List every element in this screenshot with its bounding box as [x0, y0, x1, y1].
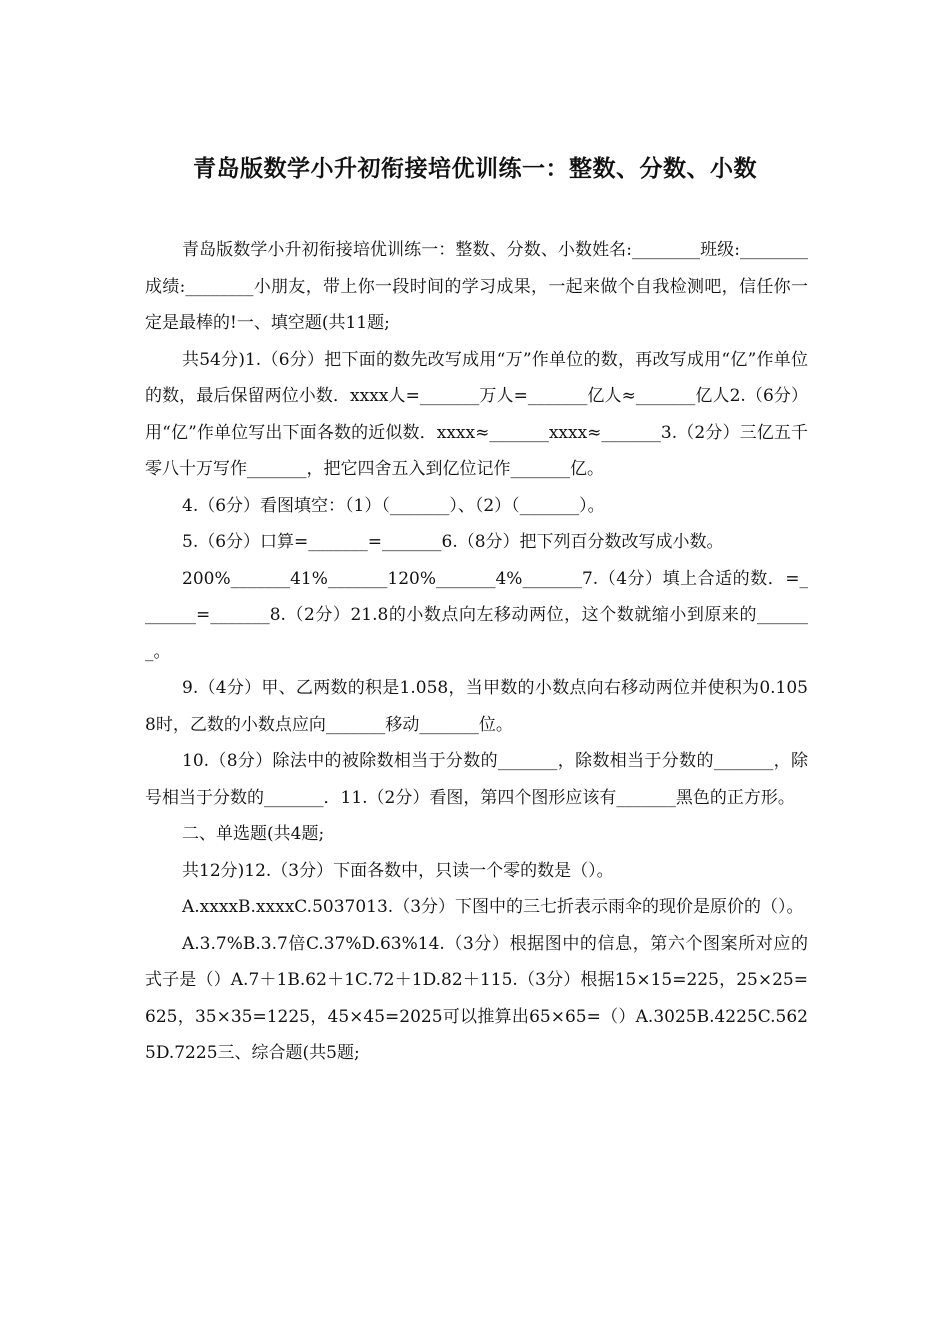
section-heading-single-choice: 二、单选题(共4题;	[182, 824, 325, 844]
paragraph-question-4: 4.（6分）看图填空：（1）（_______）、（2）（_______）。	[182, 495, 605, 516]
paragraph-questions-6-8: 200%_______41%_______120%_______4%_______7.（4分）填上合适的数．=_______=_______8.（2分）21.8的小数点向左移动两位，这个数就缩小到原来的_______。	[145, 568, 808, 662]
paragraph-question-13: A.xxxxB.xxxxC.5037013.（3分）下图中的三七折表示雨伞的现价是原价的（）。	[182, 897, 804, 917]
paragraph-questions-10-11: 10.（8分）除法中的被除数相当于分数的_______，除数相当于分数的_______，除号相当于分数的_______．11.（2分）看图，第四个图形应该有_______黑色的正方形。	[145, 751, 808, 808]
paragraph-questions-5-6: 5.（6分）口算=_______=_______6.（8分）把下列百分数改写成小数。	[182, 532, 724, 552]
document-title: 青岛版数学小升初衔接培优训练一：整数、分数、小数	[193, 155, 757, 182]
paragraph-questions-1-3: 共54分)1.（6分）把下面的数先改写成用“万”作单位的数，再改写成用“亿”作单位的数，最后保留两位小数．xxxx人=_______万人=_______亿人≈_______亿人2.（6分）用“亿”作单位写出下面各数的近似数．xxxx≈_______xxxx≈_______3.（2分）三亿五千零八十万写作_______，把它四舍五入到亿位记作_______亿。	[145, 349, 808, 479]
paragraph-question-12: 共12分)12.（3分）下面各数中，只读一个零的数是（）。	[182, 860, 614, 881]
paragraph-questions-14-15: A.3.7%B.3.7倍C.37%D.63%14.（3分）根据图中的信息，第六个图案所对应的式子是（）A.7＋1B.62＋1C.72＋1D.82＋115.（3分）根据15×15=225，25×25=625，35×35=1225，45×45=2025可以推算出65×65=（）A.3025B.4225C.5625D.7225三、综合题(共5题;	[145, 933, 808, 1063]
paragraph-question-9: 9.（4分）甲、乙两数的积是1.058，当甲数的小数点向右移动两位并使积为0.1058时，乙数的小数点应向_______移动_______位。	[145, 678, 808, 735]
paragraph-intro: 青岛版数学小升初衔接培优训练一：整数、分数、小数姓名:________班级:________成绩:________小朋友，带上你一段时间的学习成果，一起来做个自我检测吧，信任你一定是最棒的!一、填空题(共11题;	[145, 240, 808, 333]
document-body	[145, 232, 808, 1072]
